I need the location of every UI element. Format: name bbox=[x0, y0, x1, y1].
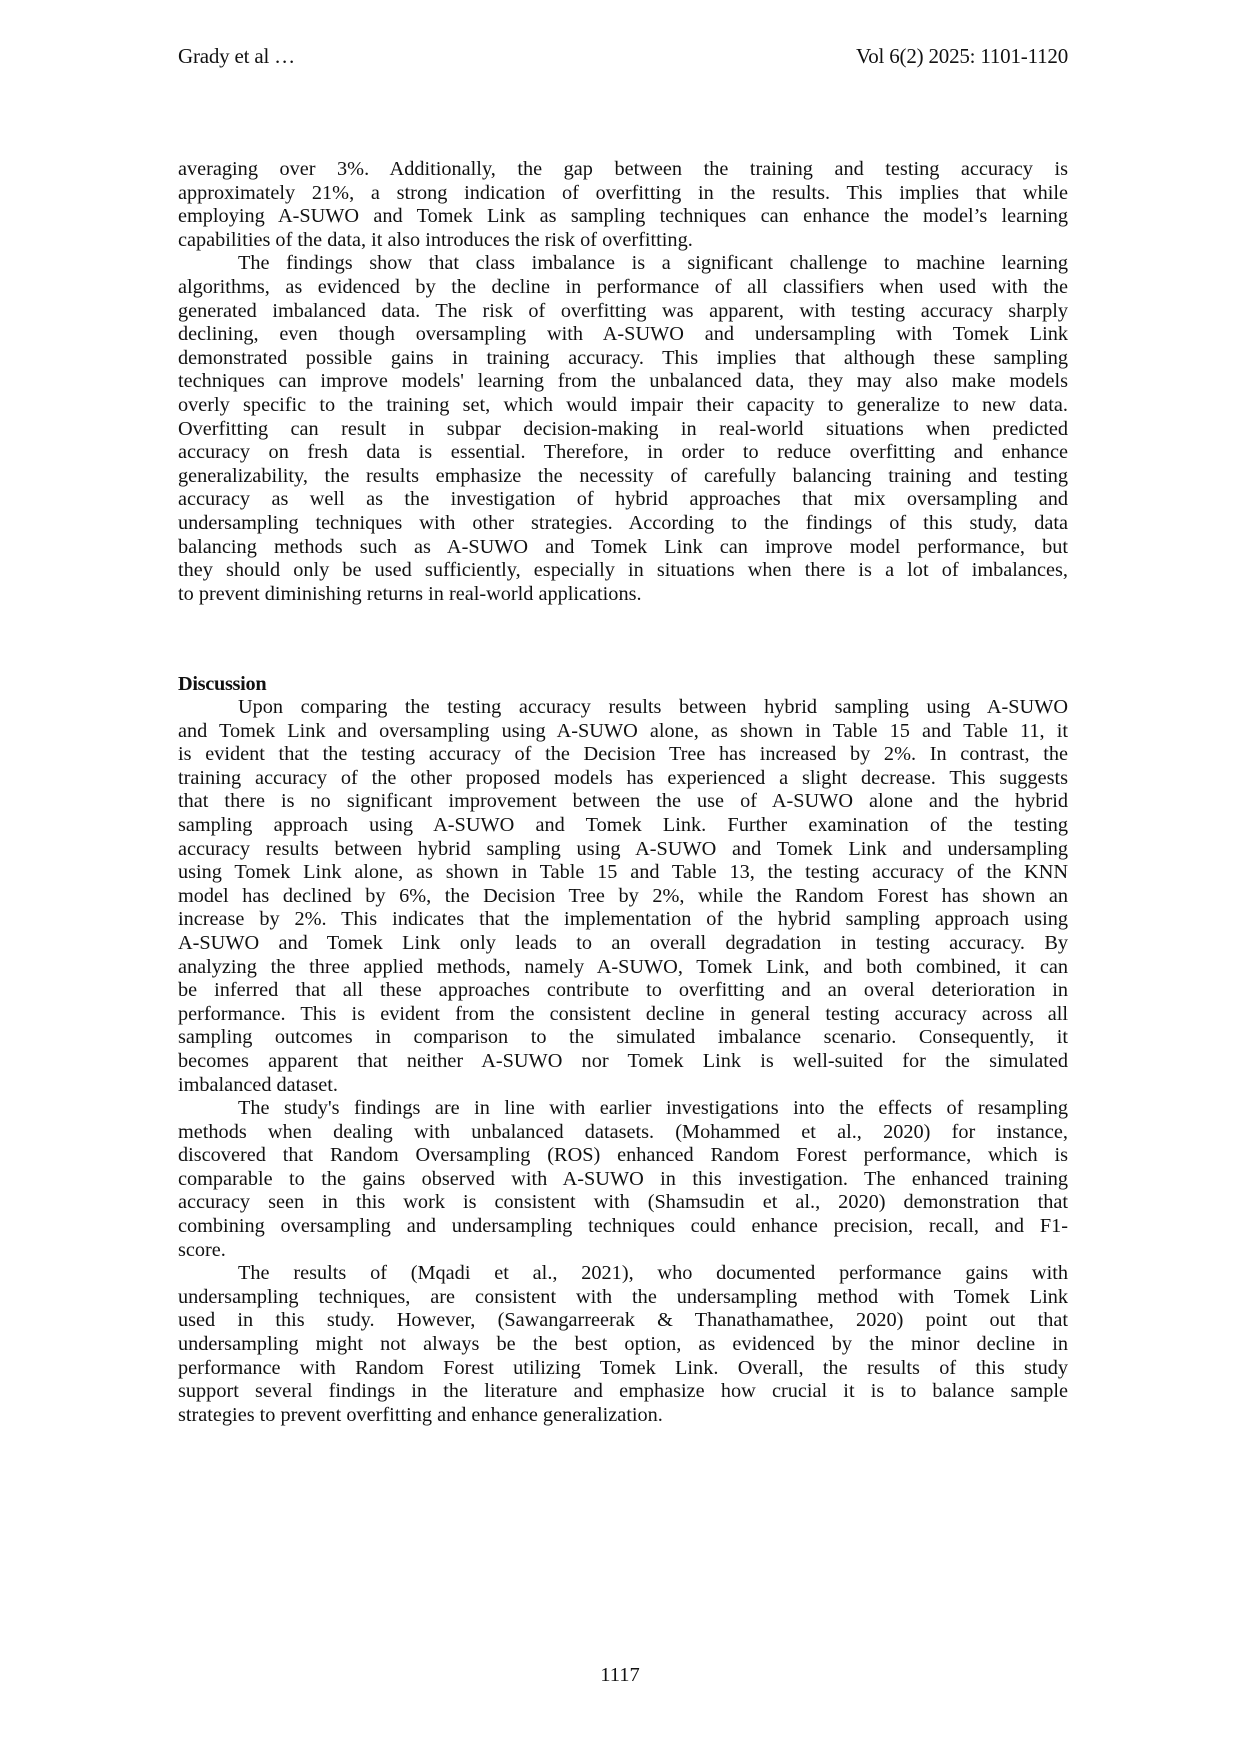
running-header-authors: Grady et al … bbox=[178, 44, 295, 68]
discussion-paragraphs bbox=[178, 696, 1068, 1427]
running-header-volume: Vol 6(2) 2025: 1101-1120 bbox=[856, 44, 1068, 68]
results-text-block bbox=[178, 158, 1068, 606]
text-line: using Tomek Link alone, as shown in Table 15 and Table 13, the testing accuracy of the KNN bbox=[178, 861, 1068, 884]
text-line: The study's findings are in line with earlier investigations into the effects of resampling bbox=[238, 1097, 1068, 1120]
text-line: undersampling techniques, are consistent with the undersampling method with Tomek Link bbox=[178, 1285, 1068, 1308]
text-line: algorithms, as evidenced by the decline in performance of all classifiers when used with the bbox=[178, 275, 1068, 298]
text-line: capabilities of the data, it also introduces the risk of overfitting. bbox=[178, 228, 693, 251]
text-line: methods when dealing with unbalanced datasets. (Mohammed et al., 2020) for instance, bbox=[178, 1120, 1068, 1143]
paragraph bbox=[178, 158, 1068, 252]
text-line: approximately 21%, a strong indication of overfitting in the results. This implies that while bbox=[178, 181, 1068, 204]
text-line: generalizability, the results emphasize the necessity of carefully balancing training and testing bbox=[178, 464, 1068, 487]
text-line: sampling approach using A-SUWO and Tomek Link. Further examination of the testing bbox=[178, 813, 1068, 836]
text-line: be inferred that all these approaches contribute to overfitting and an overal deterioration in bbox=[178, 979, 1068, 1002]
text-line: Upon comparing the testing accuracy results between hybrid sampling using A-SUWO bbox=[238, 696, 1068, 718]
text-line: model has declined by 6%, the Decision Tree by 2%, while the Random Forest has shown an bbox=[178, 884, 1068, 907]
text-line: and Tomek Link and oversampling using A-SUWO alone, as shown in Table 15 and Table 11, it bbox=[178, 719, 1068, 742]
page-number: 1117 bbox=[600, 1664, 640, 1686]
text-line: support several findings in the literature and emphasize how crucial it is to balance sample bbox=[178, 1380, 1068, 1403]
text-line: analyzing the three applied methods, namely A-SUWO, Tomek Link, and both combined, it can bbox=[178, 955, 1068, 978]
text-line: employing A-SUWO and Tomek Link as sampling techniques can enhance the model’s learning bbox=[178, 205, 1068, 228]
paragraph bbox=[178, 696, 1068, 1097]
text-line: undersampling might not always be the best option, as evidenced by the minor decline in bbox=[178, 1333, 1068, 1356]
text-line: overly specific to the training set, which would impair their capacity to generalize to new data. bbox=[178, 393, 1068, 416]
text-line: imbalanced dataset. bbox=[178, 1073, 338, 1096]
text-line: that there is no significant improvement between the use of A-SUWO alone and the hybrid bbox=[178, 790, 1068, 813]
text-line: performance with Random Forest utilizing Tomek Link. Overall, the results of this study bbox=[178, 1356, 1068, 1379]
text-line: strategies to prevent overfitting and enhance generalization. bbox=[178, 1403, 663, 1426]
text-line: comparable to the gains observed with A-SUWO in this investigation. The enhanced training bbox=[178, 1167, 1068, 1190]
text-line: accuracy as well as the investigation of hybrid approaches that mix oversampling and bbox=[178, 488, 1068, 511]
text-line: training accuracy of the other proposed models has experienced a slight decrease. This suggests bbox=[178, 766, 1068, 789]
section-heading-discussion: Discussion bbox=[178, 673, 267, 695]
text-line: becomes apparent that neither A-SUWO nor Tomek Link is well-suited for the simulated bbox=[178, 1049, 1068, 1072]
paragraph bbox=[178, 252, 1068, 606]
text-line: The findings show that class imbalance is a significant challenge to machine learning bbox=[238, 252, 1068, 275]
text-line: is evident that the testing accuracy of the Decision Tree has increased by 2%. In contrast, the bbox=[178, 743, 1068, 766]
text-line: declining, even though oversampling with A-SUWO and undersampling with Tomek Link bbox=[178, 323, 1068, 346]
text-line: accuracy seen in this work is consistent with (Shamsudin et al., 2020) demonstration that bbox=[178, 1191, 1068, 1214]
discussion-section bbox=[178, 672, 1068, 1427]
text-line: A-SUWO and Tomek Link only leads to an overall degradation in testing accuracy. By bbox=[178, 931, 1068, 954]
text-line: accuracy on fresh data is essential. Therefore, in order to reduce overfitting and enhance bbox=[178, 441, 1068, 464]
text-line: techniques can improve models' learning from the unbalanced data, they may also make models bbox=[178, 370, 1068, 393]
text-line: demonstrated possible gains in training accuracy. This implies that although these sampling bbox=[178, 346, 1068, 369]
text-line: combining oversampling and undersampling techniques could enhance precision, recall, and F1- bbox=[178, 1215, 1068, 1238]
text-line: generated imbalanced data. The risk of overfitting was apparent, with testing accuracy sharply bbox=[178, 299, 1068, 322]
text-line: to prevent diminishing returns in real-world applications. bbox=[178, 582, 642, 605]
paragraph bbox=[178, 1262, 1068, 1427]
text-line: balancing methods such as A-SUWO and Tomek Link can improve model performance, but bbox=[178, 535, 1068, 558]
text-line: discovered that Random Oversampling (ROS) enhanced Random Forest performance, which is bbox=[178, 1144, 1068, 1167]
text-line: Overfitting can result in subpar decision-making in real-world situations when predicted bbox=[178, 417, 1068, 440]
text-line: increase by 2%. This indicates that the implementation of the hybrid sampling approach using bbox=[178, 908, 1068, 931]
text-line: sampling outcomes in comparison to the simulated imbalance scenario. Consequently, it bbox=[178, 1026, 1068, 1049]
text-line: score. bbox=[178, 1238, 226, 1261]
text-line: used in this study. However, (Sawangarreerak & Thanathamathee, 2020) point out that bbox=[178, 1309, 1068, 1332]
text-line: undersampling techniques with other strategies. According to the findings of this study, data bbox=[178, 511, 1068, 534]
paragraph bbox=[178, 1097, 1068, 1262]
text-line: averaging over 3%. Additionally, the gap between the training and testing accuracy is bbox=[178, 158, 1068, 180]
text-line: they should only be used sufficiently, especially in situations when there is a lot of imbalances, bbox=[178, 559, 1068, 582]
text-line: accuracy results between hybrid sampling using A-SUWO and Tomek Link and undersampling bbox=[178, 837, 1068, 860]
text-line: performance. This is evident from the consistent decline in general testing accuracy across all bbox=[178, 1002, 1068, 1025]
text-line: The results of (Mqadi et al., 2021), who documented performance gains with bbox=[238, 1262, 1068, 1285]
